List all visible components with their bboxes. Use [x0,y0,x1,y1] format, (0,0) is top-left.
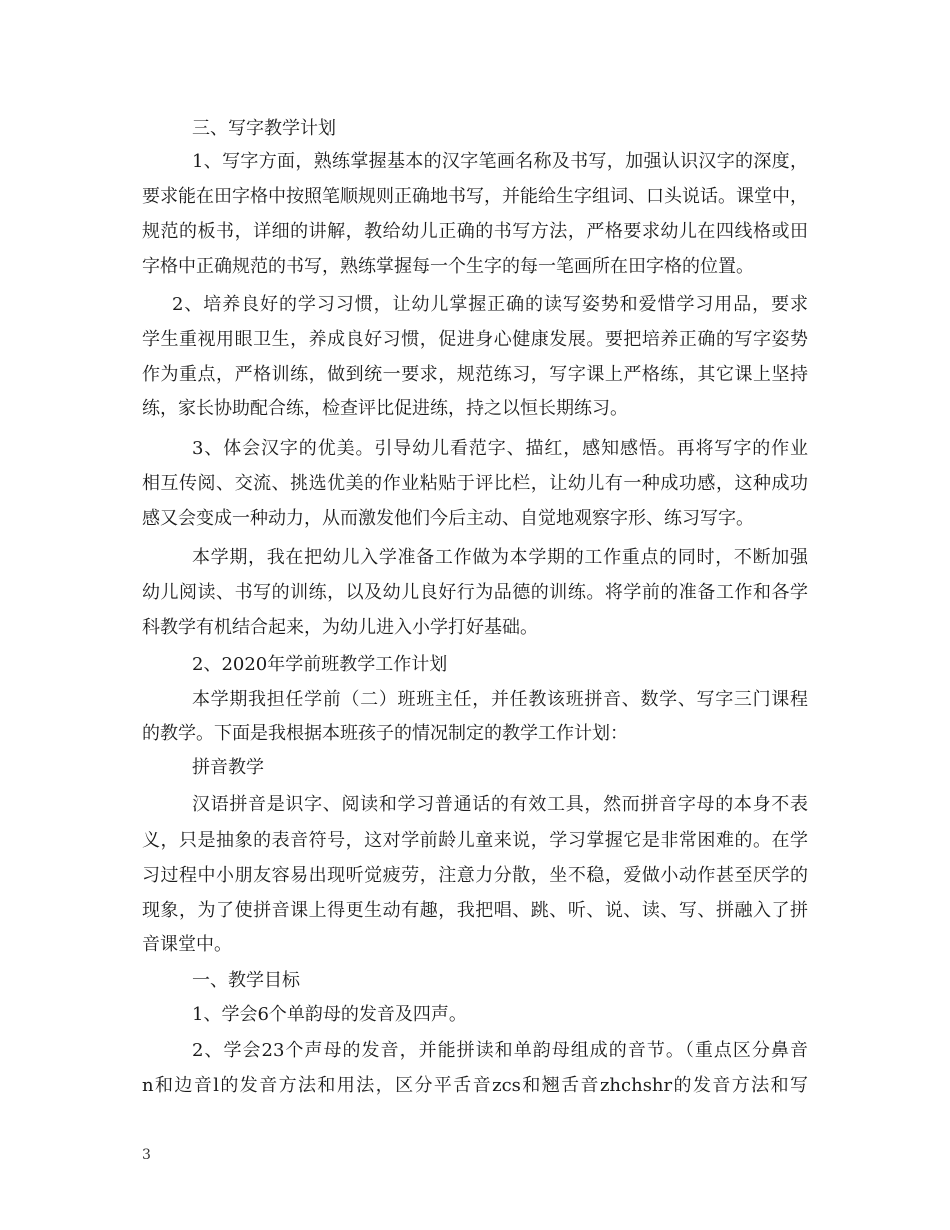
text-line [0,578,950,608]
text-line [0,1000,950,1030]
paragraph-line: 习过程中小朋友容易出现听觉疲劳，注意力分散，坐不稳，爱做小动作甚至厌学的 [142,865,808,886]
paragraph-line: 义，只是抽象的表音符号，这对学前龄儿童来说，学习掌握它是非常困难的。在学 [142,830,808,851]
text-line [0,930,950,960]
text-line [0,966,950,996]
paragraph-line: 规范的板书，详细的讲解，教给幼儿正确的书写方法，严格要求幼儿在四线格或田 [142,221,808,242]
paragraph-line: 要求能在田字格中按照笔顺规则正确地书写，并能给生字组词、口头说话。课堂中， [142,186,808,207]
paragraph-line: 学生重视用眼卫生，养成良好习惯，促进身心健康发展。要把培养正确的写字姿势 [142,329,808,350]
text-line [0,217,950,247]
paragraph-line: 幼儿阅读、书写的训练，以及幼儿良好行为品德的训练。将学前的准备工作和各学 [142,582,808,603]
text-line [0,252,950,282]
page-number: 3 [142,1147,151,1163]
list-item: 1、学会6个单韵母的发音及四声。 [192,1004,467,1025]
text-line [0,394,950,424]
paragraph-line: 字格中正确规范的书写，熟练掌握每一个生字的每一笔画所在田字格的位置。 [142,256,754,277]
paragraph-line: 音课堂中。 [142,934,232,955]
text-line [0,1036,950,1066]
text-line [0,504,950,534]
heading-writing-plan: 三、写字教学计划 [192,118,336,139]
text-line [0,896,950,926]
text-line [0,434,950,464]
text-line [0,790,950,820]
text-line [0,650,950,680]
paragraph-line: 本学期我担任学前（二）班班主任，并任教该班拼音、数学、写字三门课程 [192,689,808,710]
text-line [0,1071,950,1101]
text-line [0,469,950,499]
paragraph-line: 相互传阅、交流、挑选优美的作业粘贴于评比栏，让幼儿有一种成功感，这种成功 [142,473,808,494]
section-heading: 一、教学目标 [192,970,300,991]
text-line [0,719,950,749]
text-line [0,543,950,573]
text-line [0,753,950,783]
text-line [0,114,950,144]
text-line [0,613,950,643]
paragraph-line: 1、写字方面，熟练掌握基本的汉字笔画名称及书写，加强认识汉字的深度， [192,151,808,172]
paragraph-line: 汉语拼音是识字、阅读和学习普通话的有效工具，然而拼音字母的本身不表 [192,794,808,815]
paragraph-line: 作为重点，严格训练，做到统一要求，规范练习，写字课上严格练，其它课上坚持 [142,364,808,385]
text-line [0,290,950,320]
text-line [0,861,950,891]
text-line [0,182,950,212]
paragraph-line: 本学期，我在把幼儿入学准备工作做为本学期的工作重点的同时，不断加强 [192,547,808,568]
text-line [0,826,950,856]
text-line [0,685,950,715]
list-item: 2、学会23个声母的发音，并能拼读和单韵母组成的音节。（重点区分鼻音 [192,1040,808,1061]
paragraph-line: 3、体会汉字的优美。引导幼儿看范字、描红，感知感悟。再将写字的作业 [192,438,808,459]
paragraph-line: 感又会变成一种动力，从而激发他们今后主动、自觉地观察字形、练习写字。 [142,508,754,529]
paragraph-line: 练，家长协助配合练，检查评比促进练，持之以恒长期练习。 [142,398,628,419]
paragraph-line: 的教学。下面是我根据本班孩子的情况制定的教学工作计划： [142,723,628,744]
paragraph-line: n和边音l的发音方法和用法，区分平舌音zcs和翘舌音zhchshr的发音方法和写 [142,1075,808,1096]
paragraph-line: 2、培养良好的学习习惯，让幼儿掌握正确的读写姿势和爱惜学习用品，要求 [172,294,808,315]
subheading-pinyin: 拼音教学 [192,757,264,778]
text-line [0,360,950,390]
text-line [0,147,950,177]
text-line [0,325,950,355]
paragraph-line: 现象，为了使拼音课上得更生动有趣，我把唱、跳、听、说、读、写、拼融入了拼 [142,900,808,921]
paragraph-line: 科教学有机结合起来，为幼儿进入小学打好基础。 [142,617,538,638]
section-heading: 2、2020年学前班教学工作计划 [192,654,448,675]
